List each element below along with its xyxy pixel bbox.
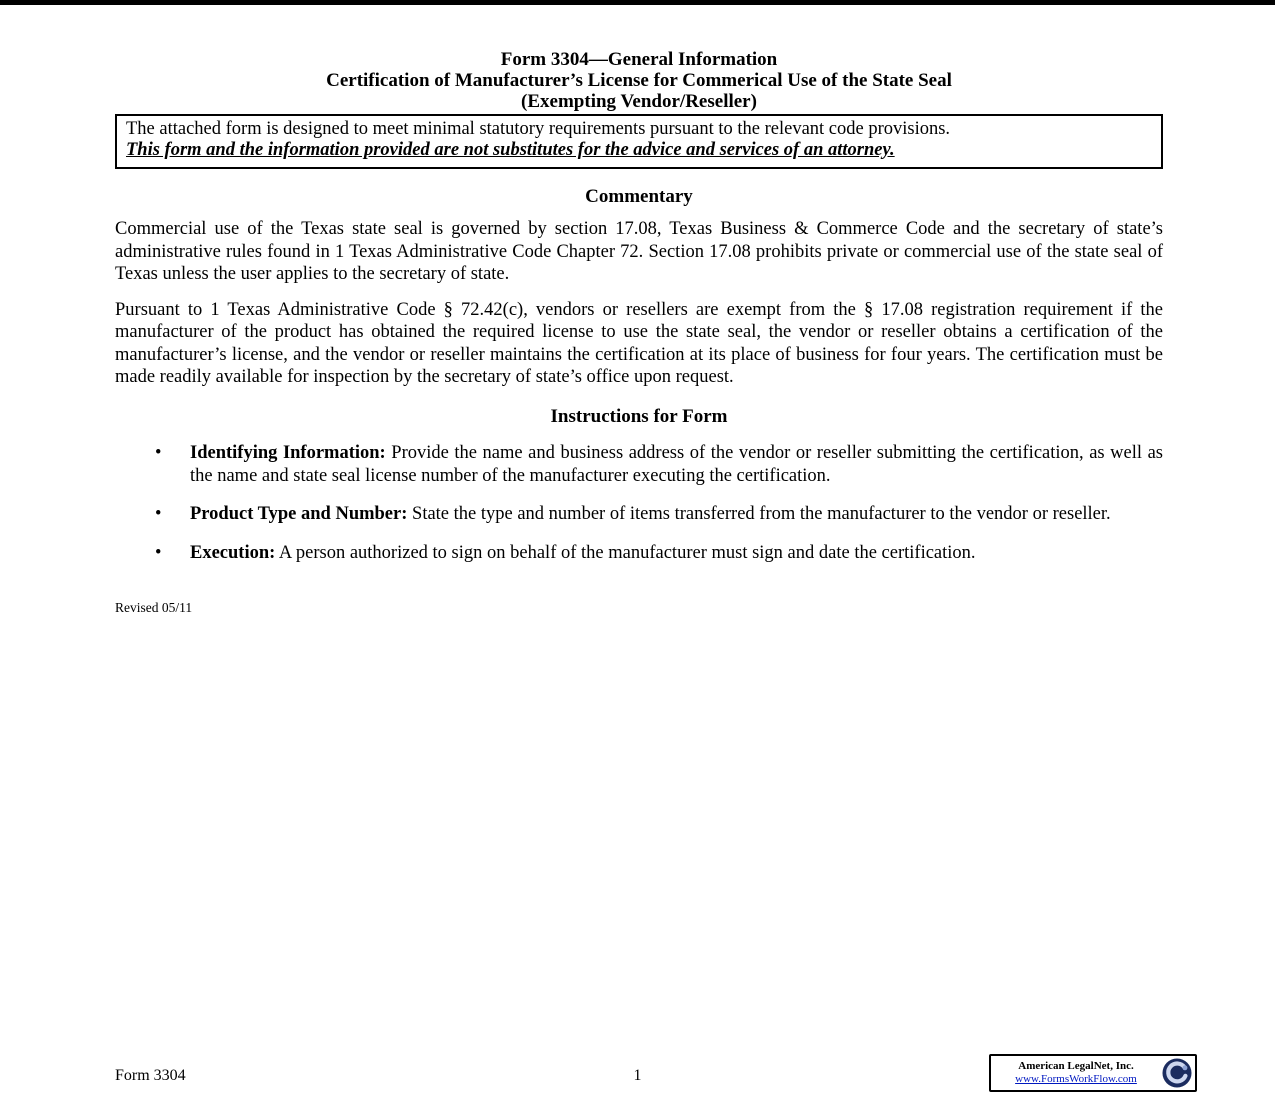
commentary-heading: Commentary bbox=[585, 186, 693, 207]
bullet-icon: • bbox=[155, 442, 162, 463]
document-content bbox=[0, 5, 1275, 616]
bullet-icon: • bbox=[155, 504, 162, 525]
notice-box bbox=[115, 114, 1163, 169]
instruction-text: State the type and number of items transferred from the manufacturer to the vendor or reseller. bbox=[412, 504, 1111, 525]
instructions-list bbox=[115, 442, 1163, 564]
instruction-text: Provide the name and business address of the vendor or reseller submitting the certification, as well as the name and state seal license number of the manufacturer executing the certification. bbox=[190, 442, 1164, 486]
bullet-icon: • bbox=[155, 542, 162, 563]
instruction-text: A person authorized to sign on behalf of the manufacturer must sign and date the certification. bbox=[278, 542, 976, 563]
footer-form-number: Form 3304 bbox=[115, 1067, 186, 1084]
revised-date: Revised 05/11 bbox=[115, 600, 193, 616]
instruction-body bbox=[190, 503, 1163, 526]
instruction-item-product-type-and-number bbox=[115, 503, 1163, 526]
form-subtitle-2: (Exempting Vendor/Reseller) bbox=[521, 91, 757, 112]
instruction-item-identifying-information bbox=[115, 442, 1163, 487]
document-header bbox=[115, 49, 1163, 112]
form-title: Form 3304—General Information bbox=[500, 49, 778, 70]
commentary-paragraph-2: Pursuant to 1 Texas Administrative Code § 72.42(c), vendors or resellers are exempt from the § 17.08 registration requirement if the manufacturer of the product has obtained the required license to use the state seal, the vendor or reseller obtains a certification of the manufacturer’s license, and the vendor or reseller maintains the certification at its place of business for four years. The certification must be made readily available for inspection by the secretary of state’s office upon request. bbox=[115, 299, 1163, 388]
instructions-heading: Instructions for Form bbox=[550, 405, 728, 427]
footer-page-number: 1 bbox=[633, 1067, 642, 1084]
form-subtitle: Certification of Manufacturer’s License for Commerical Use of the State Seal bbox=[326, 70, 952, 91]
commentary-paragraph-1: Commercial use of the Texas state seal is governed by section 17.08, Texas Business & Commerce Code and the secretary of state’s administrative rules found in 1 Texas Administrative Code Chapter 72. Section 17.08 prohibits private or commercial use of the state seal of Texas unless the user applies to the secretary of state. bbox=[115, 219, 1163, 285]
legalnet-text-block bbox=[994, 1060, 1158, 1086]
instruction-label: Execution: bbox=[190, 542, 276, 563]
instruction-body bbox=[190, 542, 1163, 565]
legalnet-company: American LegalNet, Inc. bbox=[1018, 1060, 1134, 1072]
instruction-label: Product Type and Number: bbox=[190, 504, 408, 525]
instruction-item-execution bbox=[115, 542, 1163, 565]
instruction-label: Identifying Information: bbox=[190, 442, 386, 463]
legalnet-badge bbox=[989, 1054, 1197, 1092]
notice-text: The attached form is designed to meet minimal statutory requirements pursuant to the relevant code provisions. bbox=[126, 119, 951, 139]
notice-disclaimer: This form and the information provided are not substitutes for the advice and services of an attorney. bbox=[126, 140, 895, 160]
legalnet-logo-icon bbox=[1162, 1058, 1192, 1088]
legalnet-url-link[interactable]: www.FormsWorkFlow.com bbox=[1015, 1073, 1137, 1085]
instruction-body bbox=[190, 442, 1163, 487]
